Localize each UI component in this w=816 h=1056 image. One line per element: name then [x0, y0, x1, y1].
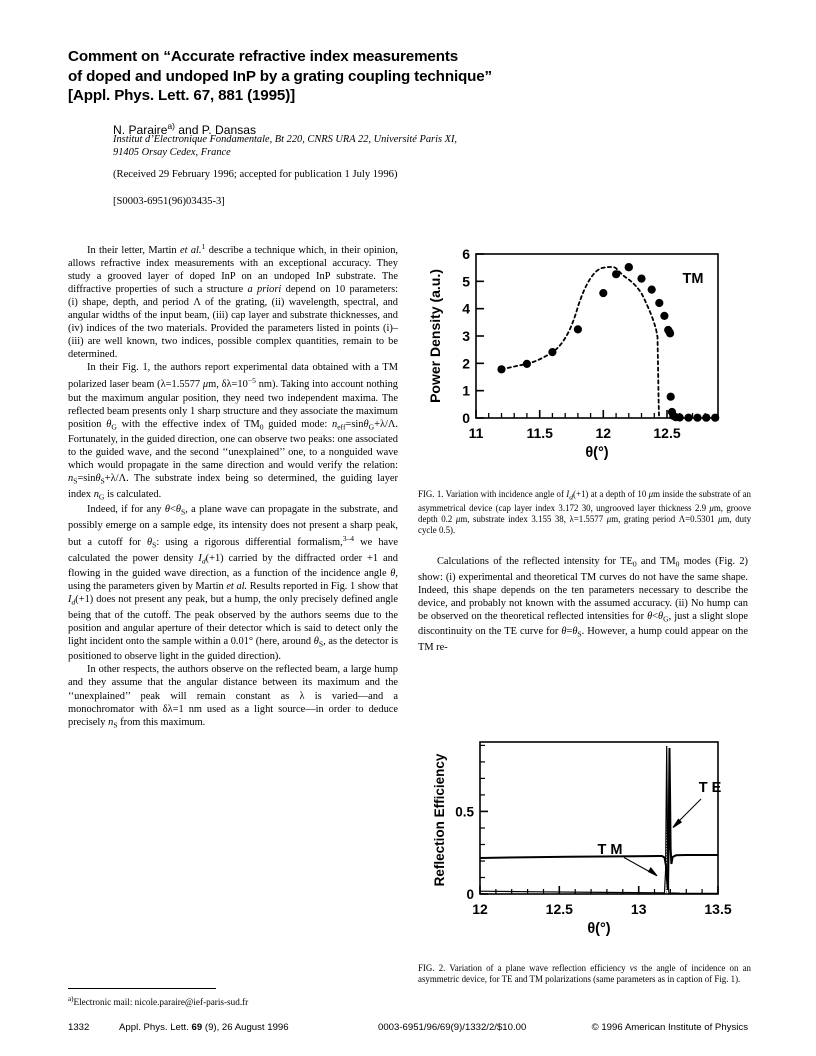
fig2-y-ticks	[480, 811, 488, 894]
footer-journal-ref: Appl. Phys. Lett. 69 (9), 26 August 1996	[119, 1022, 289, 1033]
fig1-annotation-tm: TM	[682, 271, 704, 287]
title-line-3: [Appl. Phys. Lett. 67, 881 (1995)]	[68, 87, 296, 104]
figure-2-plot	[418, 730, 753, 958]
author-footnote-mark[interactable]: a)	[167, 121, 175, 131]
footnote-text[interactable]: Electronic mail: nicole.paraire@ief-paris-sud.fr	[73, 997, 249, 1007]
figure-2	[418, 730, 753, 958]
figure-2-caption: FIG. 2. Variation of a plane wave reflection efficiency vs the angle of incidence on an asymmetric device, for TE and TM polarizations (same parameters as in caption of Fig. 1).	[418, 963, 751, 984]
fig2-curve-te	[480, 748, 718, 890]
svg-text:13: 13	[630, 901, 647, 917]
svg-text:11.5: 11.5	[526, 425, 553, 441]
affiliation-line-2: 91405 Orsay Cedex, France	[113, 146, 231, 158]
svg-text:12: 12	[595, 425, 612, 441]
svg-text:3: 3	[462, 328, 470, 344]
footnote	[68, 995, 398, 1007]
body-column-left	[68, 240, 398, 731]
figure-1-caption: FIG. 1. Variation with incidence angle of $I_d(+1)$ at a depth of 10 μm inside the substrate of an asymmetrical device (cap layer index 3.172 30, ungrooved layer thickness 2.9 μm, groove depth 0.2 μm, substrate index 3.155 38, λ=1.5577 μm, grating period Λ=0.5301 μm, duty cycle 0.5).	[418, 489, 752, 535]
received-date: (Received 29 February 1996; accepted for publication 1 July 1996)	[113, 169, 398, 180]
svg-text:6: 6	[462, 246, 470, 262]
svg-text:12.5: 12.5	[545, 901, 573, 917]
svg-text:4: 4	[462, 300, 470, 317]
paragraph-5: Calculations of the reflected intensity for $TE_0$ and $TM_0$ modes (Fig. 2) show: (i) experimental and theoretical TM curves do not have the same shape. Indeed, this shape depends on the ten parameters necessary to describe the device, and probably not known with the assumed accuracy. (ii) No hump can be observed on the theoretical reflected intensities for $\theta<\theta_G$, just a slight slope discontinuity on the TE curve for $\theta=\theta_S$. However, a hump could appear on the TM re-	[418, 556, 748, 653]
affiliation-line-1: Institut d’Electronique Fondamentale, Bt 220, CNRS URA 22, Université Paris XI,	[113, 134, 457, 145]
title-line-2: of doped and undoped InP by a grating coupling technique”	[68, 67, 493, 85]
svg-text:5: 5	[462, 273, 470, 290]
svg-text:1: 1	[462, 382, 470, 399]
fig2-arrow-tm	[624, 858, 657, 876]
fig2-curve-tm	[480, 746, 718, 893]
fig2-arrow-te	[673, 799, 701, 828]
svg-text:11: 11	[468, 425, 484, 441]
fig2-x-axis-label: θ(°)	[587, 921, 611, 937]
svg-text:0.5: 0.5	[455, 804, 474, 820]
figure-1	[418, 240, 753, 488]
footnote-mark: a)	[68, 995, 74, 1003]
fig1-y-tick-labels	[462, 246, 470, 426]
fig2-annotation-tm: T M	[597, 842, 623, 858]
fig2-y-axis-label: Reflection Efficiency	[432, 753, 447, 887]
svg-text:12: 12	[472, 901, 488, 917]
fig1-dashed-curve	[502, 267, 660, 416]
footer-volume: 69	[191, 1022, 203, 1033]
figure-1-plot	[418, 240, 753, 488]
author-name-1: N. Paraire	[113, 123, 168, 138]
fig1-y-axis-label: Power Density (a.u.)	[427, 269, 443, 403]
svg-text:2: 2	[462, 355, 470, 372]
footer-article-code: 0003-6951/96/69(9)/1332/2/$10.00	[378, 1022, 527, 1033]
title-line-1: Comment on “Accurate refractive index measurements	[68, 48, 459, 65]
article-identifier: [S0003-6951(96)03435-3]	[113, 196, 225, 207]
svg-text:12.5: 12.5	[653, 425, 681, 441]
body-column-right	[418, 555, 748, 654]
paragraph-3: Indeed, if for any $\theta<\theta_S$, a plane wave can propagate in the substrate, and possibly emerge on a sample edge, its intensity does not present a sharp peak, but a cutoff for $\theta_S$: using a rigorous differential formalism,$^{3-4}$ we have calculated the power density $I_d(+1)$ carried by the diffracted order +1 and flowing in the guided wave direction, as a function of the incidence angle θ, using the parameters given by Martin et al. Results reported in Fig. 1 show that $I_d(+1)$ does not present any peak, but a hump, the only precisely defined angle being that of the cutoff. The peak observed by the authors seems due to the position and angular aperture of their detector which is said to detect only the light incident onto the sample within a 0.01° (here, around $\theta_S$, as the detector is positioned to observe light in the guided direction).	[68, 504, 398, 663]
affiliation	[113, 134, 593, 159]
fig1-x-ticks	[476, 410, 667, 418]
fig2-y-tick-labels	[455, 804, 474, 902]
fig1-x-tick-labels	[469, 425, 681, 441]
svg-text:0: 0	[466, 887, 474, 902]
fig2-annotation-te: T E	[698, 780, 722, 796]
fig1-x-axis-label: θ(°)	[585, 445, 609, 461]
fig2-x-tick-labels	[472, 901, 732, 917]
author-name-2: and P. Dansas	[174, 123, 257, 138]
page-title	[68, 47, 608, 106]
svg-text:13.5: 13.5	[704, 901, 732, 917]
footer-page-number: 1332	[68, 1022, 90, 1033]
paragraph-2: In their Fig. 1, the authors report experimental data obtained with a TM polarized laser beam (λ=1.5577 μm, $\delta\lambda=10^{-5}$ nm). Taking into account nothing but the maximum angular position, they need two independent maxima. The reflected beam presents only 1 sharp structure and they associate the maximum position $\theta_G$ with the effective index of $TM_0$ guided mode: $n_{eff}=\sin\theta_G+\lambda/\Lambda$. Fortunately, in the guided direction, one can observe two peaks: one associated to the guided wave, and the second ‘‘unexplained’’ one, to a nonguided wave which would propagate in the same direction and would verify the relation: $n_S=\sin\theta_S+\lambda/\Lambda$. The substrate index being so determined, the guiding layer index $n_G$ is calculated.	[68, 362, 398, 502]
paragraph-1: In their letter, Martin et al.$^1$ describe a technique which, in their opinion, allows refractive index measurements with an exceptional accuracy. They study a grooved layer of doped InP on an undoped InP substrate. The diffractive properties of such a structure a priori depend on 10 parameters: (i) shape, depth, and period Λ of the grating, (ii) wavelength, spectral, and angular widths of the input beam, (iii) cap layer and substrate thicknesses, and (iv) indices of the two materials. Provided the parameters listed in points (i)–(iii) are well known, two indices, possible complex quantities, remain to be determined.	[68, 242, 399, 361]
fig1-y-ticks	[476, 254, 484, 418]
svg-text:0: 0	[462, 410, 470, 426]
footnote-rule	[68, 988, 216, 989]
footer-copyright: © 1996 American Institute of Physics	[591, 1022, 748, 1033]
paragraph-4: In other respects, the authors observe on the reflected beam, a large hump and they assume that the angular distance between its maximum and the ‘‘unexplained’’ peak will remain constant as λ is varied—and a monochromator with δλ=1 nm used as a light source—in order to deduce precisely $n_S$ from this maximum.	[68, 664, 398, 730]
